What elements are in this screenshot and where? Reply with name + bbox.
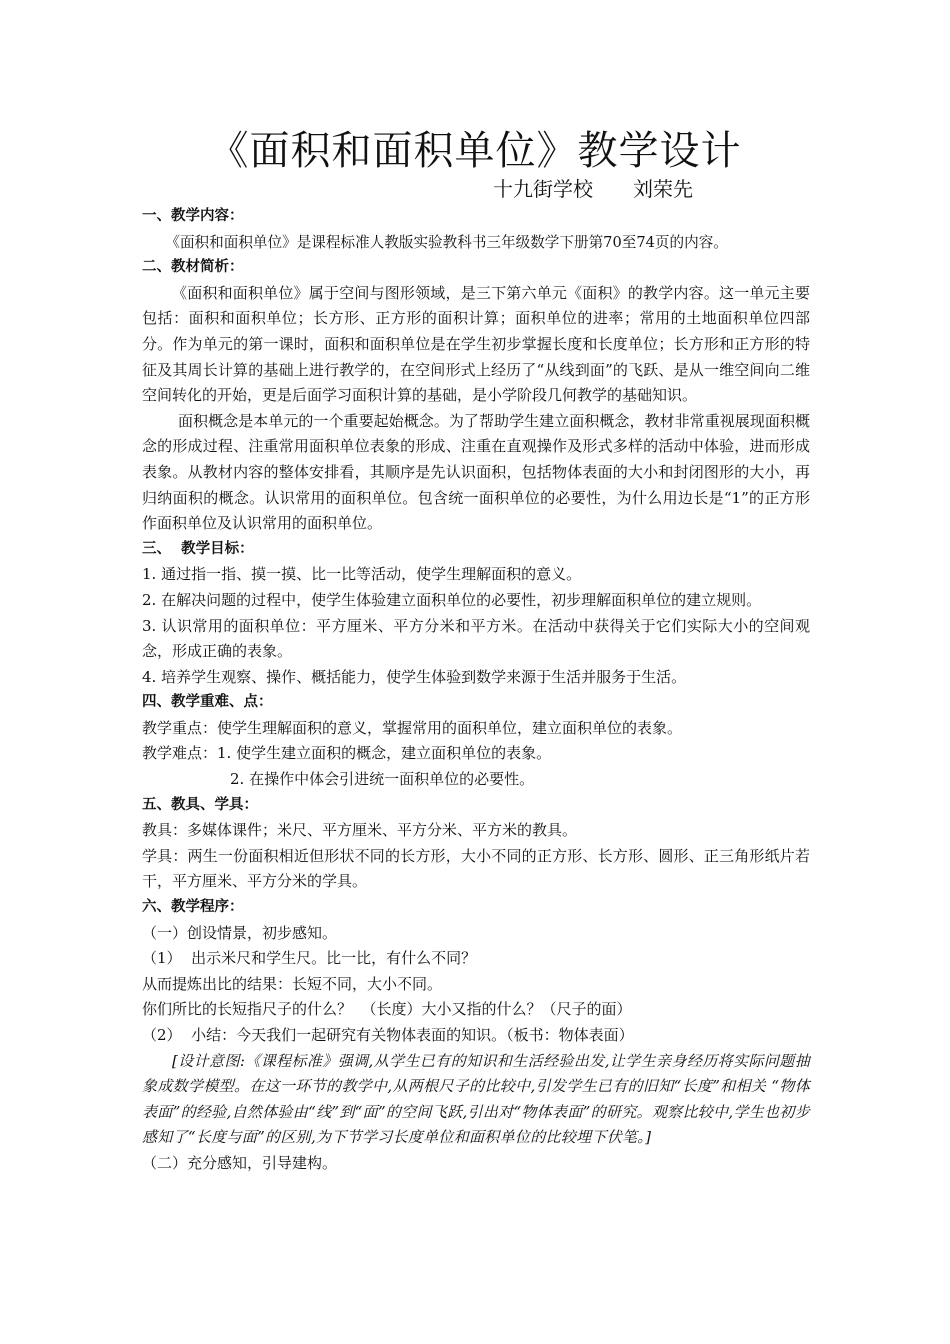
paragraph: 《面积和面积单位》是课程标准人教版实验教科书三年级数学下册第70至74页的内容。	[165, 233, 728, 251]
procedure-line: （1） 出示米尺和学生尺。比一比，有什么不同？	[142, 949, 477, 968]
section-heading-analysis: 二、教材简析：	[142, 259, 244, 276]
student-tools: 学具：两生一份面积相近但形状不同的长方形，大小不同的正方形、长方形、圆形、正三角形纸片若干，平方厘米、平方分米的学具。	[142, 846, 810, 891]
section-heading-content: 一、教学内容：	[142, 208, 244, 224]
byline	[493, 176, 693, 202]
section-heading-procedure: 六、教学程序：	[142, 899, 244, 916]
design-intent-note: [设计意图:《课程标准》强调,从学生已有的知识和生活经验出发,让学生亲身经历将实际问题抽象成数学模型。在这一环节的教学中,从两根尺子的比较中,引发学生已有的旧知“长度”和相关 “物体表面”的经验,自然体验由“线”到“面”的空间飞跃,引出对“物体表面”的研究。观察比较中,学生也初步感知了“长度与面”的区别,为下节学习长度单位和面积单位的比较埋下伏笔。]	[142, 1051, 810, 1147]
procedure-line: （2） 小结：今天我们一起研究有关物体表面的知识。（板书：物体表面）	[142, 1026, 634, 1044]
teaching-tools: 教具：多媒体课件；米尺、平方厘米、平方分米、平方米的教具。	[142, 821, 578, 840]
section-heading-tools: 五、教具、学具：	[142, 796, 258, 813]
paragraph: 面积概念是本单元的一个重要起始概念。为了帮助学生建立面积概念，教材非常重视展现面积概念的形成过程、注重常用面积单位表象的形成、注重在直观操作及形式多样的活动中体验，进而形成表象。从教材内容的整体安排看，其顺序是先认识面积，包括物体表面的大小和封闭图形的大小，再归纳面积的概念。认识常用的面积单位。包含统一面积单位的必要性，为什么用边长是“1”的正方形作面积单位及认识常用的面积单位。	[142, 411, 810, 533]
procedure-line: （一）创设情景，初步感知。	[142, 923, 338, 942]
procedure-line: 你们所比的长短指尺子的什么？ （长度）大小又指的什么？（尺子的面）	[142, 1000, 632, 1019]
school-name: 十九街学校	[493, 177, 593, 201]
section-heading-keypoints: 四、教学重难、点：	[142, 694, 273, 711]
key-point: 教学重点：使学生理解面积的意义，掌握常用的面积单位，建立面积单位的表象。	[142, 718, 683, 737]
difficult-point: 2. 在操作中体会引进统一面积单位的必要性。	[230, 770, 535, 789]
goal-item: 3. 认识常用的面积单位：平方厘米、平方分米和平方米。在活动中获得关于它们实际大小的空间观念，形成正确的表象。	[142, 616, 810, 661]
goal-item: 4. 培养学生观察、操作、概括能力，使学生体验到数学来源于生活并服务于生活。	[142, 667, 687, 686]
procedure-line: （二）充分感知，引导建构。	[142, 1153, 338, 1172]
goal-item: 2. 在解决问题的过程中，使学生体验建立面积单位的必要性，初步理解面积单位的建立规则。	[142, 590, 762, 609]
document-body	[142, 204, 810, 1177]
difficult-point: 教学难点：1. 使学生建立面积的概念，建立面积单位的表象。	[142, 744, 552, 763]
document-title: 《面积和面积单位》教学设计	[208, 128, 742, 174]
author-name: 刘荣先	[633, 177, 693, 201]
procedure-line: 从而提炼出比的结果：长短不同，大小不同。	[142, 974, 443, 993]
paragraph: 《面积和面积单位》属于空间与图形领域，是三下第六单元《面积》的教学内容。这一单元主要包括：面积和面积单位；长方形、正方形的面积计算；面积单位的进率；常用的土地面积单位四部分。作为单元的第一课时，面积和面积单位是在学生初步掌握长度和长度单位；长方形和正方形的特征及其周长计算的基础上进行教学的，在空间形式上经历了“从线到面”的飞跃、是从一维空间向二维空间转化的开始，更是后面学习面积计算的基础，是小学阶段几何教学的基础知识。	[142, 283, 810, 405]
section-heading-goals: 三、 教学目标：	[142, 540, 254, 557]
goal-item: 1. 通过指一指、摸一摸、比一比等活动，使学生理解面积的意义。	[142, 565, 582, 584]
